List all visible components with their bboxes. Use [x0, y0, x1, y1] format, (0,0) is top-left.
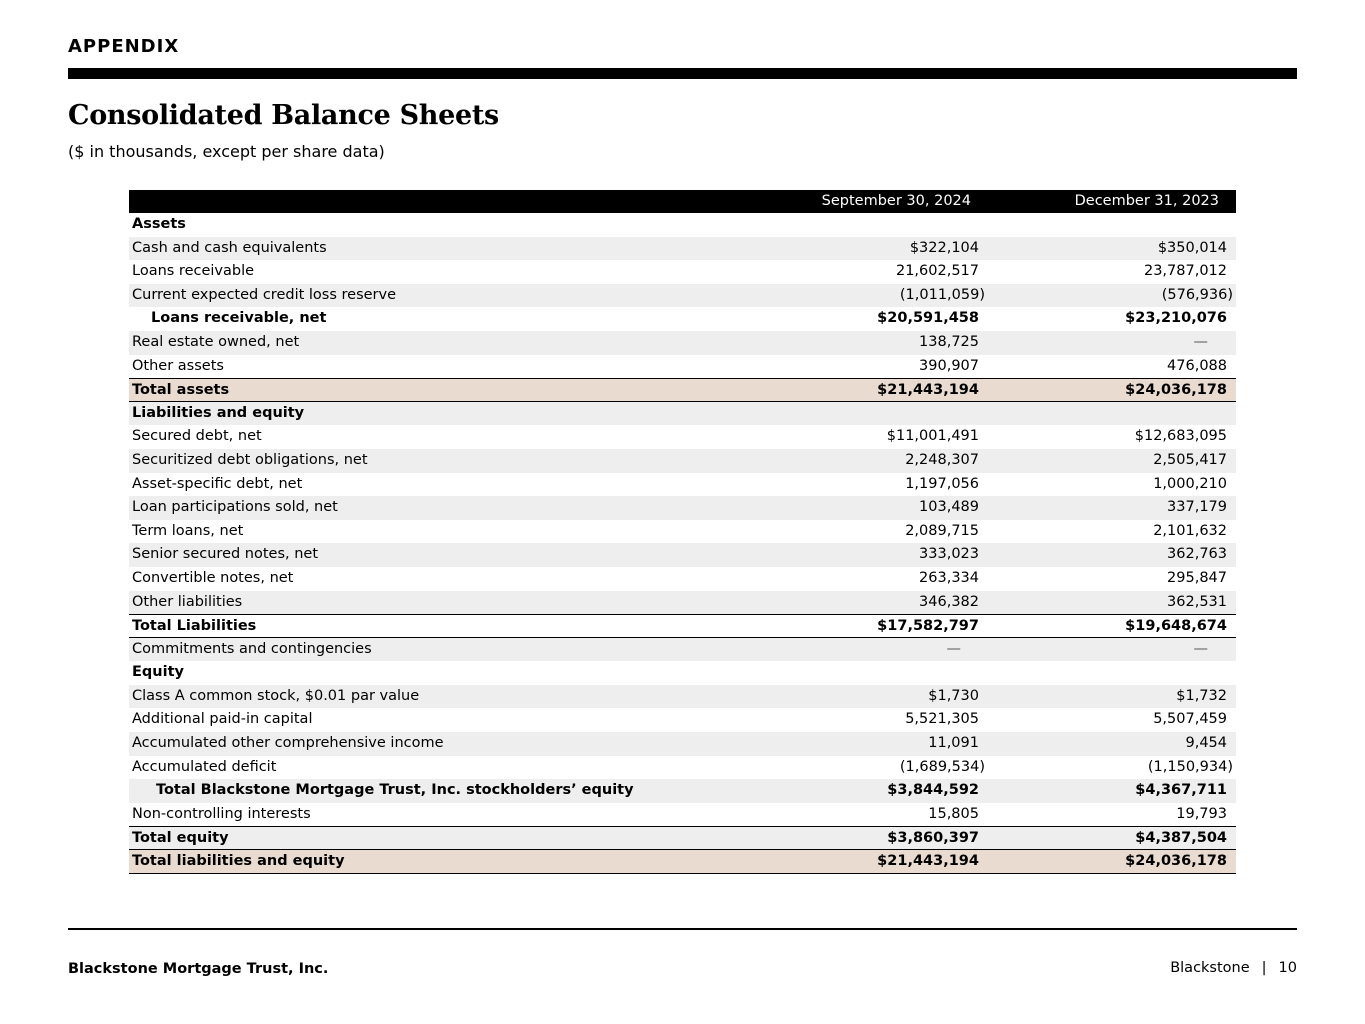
table-row — [129, 284, 1236, 308]
value-dec-2023: $24,036,178 — [1125, 382, 1227, 399]
value-sep-2024: 390,907 — [919, 357, 979, 374]
row-label: Real estate owned, net — [132, 333, 300, 350]
value-sep-2024: — — [946, 640, 961, 657]
value-dec-2023: $12,683,095 — [1134, 428, 1227, 445]
row-label: Asset-specific debt, net — [132, 475, 303, 492]
row-label: Senior secured notes, net — [132, 546, 319, 563]
table-row — [129, 520, 1236, 544]
row-label: Other assets — [132, 357, 224, 374]
table-row — [129, 449, 1236, 473]
value-sep-2024: $11,001,491 — [886, 428, 979, 445]
value-sep-2024: 5,521,305 — [905, 711, 979, 728]
subtotal-row — [129, 779, 1236, 803]
section-row-liabilities — [129, 402, 1236, 426]
value-sep-2024: $3,844,592 — [887, 782, 979, 799]
value-sep-2024: 346,382 — [919, 593, 979, 610]
table-row — [129, 355, 1236, 379]
section-row-assets — [129, 213, 1236, 237]
section-row-equity — [129, 661, 1236, 685]
value-dec-2023: 23,787,012 — [1143, 263, 1227, 280]
subtotal-row — [129, 307, 1236, 331]
value-sep-2024: $20,591,458 — [877, 310, 979, 327]
row-label: Current expected credit loss reserve — [132, 286, 397, 303]
table-row — [129, 567, 1236, 591]
table-header — [129, 190, 1236, 213]
value-sep-2024: $322,104 — [909, 239, 979, 256]
row-label: Loans receivable, net — [151, 310, 327, 327]
row-label: Accumulated other comprehensive income — [132, 735, 444, 752]
footer-separator: | — [1261, 960, 1267, 976]
row-label: Total Liabilities — [132, 618, 257, 635]
row-label: Total Blackstone Mortgage Trust, Inc. stockholders’ equity — [156, 782, 634, 799]
value-sep-2024: 2,089,715 — [905, 522, 979, 539]
row-label: Term loans, net — [132, 522, 244, 539]
row-label: Assets — [132, 216, 186, 232]
value-sep-2024: $21,443,194 — [877, 853, 979, 870]
column-header-sep-2024: September 30, 2024 — [821, 193, 971, 209]
table-row — [129, 543, 1236, 567]
table-row — [129, 756, 1236, 780]
footer-right — [1170, 960, 1297, 976]
value-sep-2024: 103,489 — [919, 499, 979, 516]
value-dec-2023: 9,454 — [1185, 735, 1227, 752]
value-dec-2023: $4,387,504 — [1135, 830, 1227, 847]
value-sep-2024: $21,443,194 — [877, 382, 979, 399]
page-title: Consolidated Balance Sheets — [68, 100, 499, 131]
table-row — [129, 425, 1236, 449]
footer-brand: Blackstone — [1170, 960, 1250, 976]
total-row — [129, 378, 1236, 402]
footer-company: Blackstone Mortgage Trust, Inc. — [68, 961, 329, 977]
table-row — [129, 237, 1236, 261]
value-dec-2023: 19,793 — [1176, 805, 1227, 822]
value-dec-2023: 362,763 — [1167, 546, 1227, 563]
table-row — [129, 685, 1236, 709]
row-label: Liabilities and equity — [132, 404, 305, 421]
total-row — [129, 614, 1236, 638]
row-label: Secured debt, net — [132, 428, 262, 445]
table-row — [129, 260, 1236, 284]
value-dec-2023: $19,648,674 — [1125, 618, 1227, 635]
value-dec-2023: 5,507,459 — [1153, 711, 1227, 728]
row-label: Other liabilities — [132, 593, 243, 610]
row-label: Cash and cash equivalents — [132, 239, 327, 256]
value-dec-2023: 337,179 — [1167, 499, 1227, 516]
value-sep-2024: $1,730 — [928, 687, 979, 704]
value-dec-2023: 295,847 — [1167, 569, 1227, 586]
value-dec-2023: — — [1193, 640, 1208, 657]
value-dec-2023: — — [1193, 333, 1208, 350]
value-sep-2024: 263,334 — [919, 569, 979, 586]
value-dec-2023: 2,101,632 — [1153, 522, 1227, 539]
value-sep-2024: 15,805 — [928, 805, 979, 822]
top-divider — [68, 68, 1297, 79]
row-label: Total equity — [132, 830, 229, 847]
page-number: 10 — [1278, 960, 1297, 976]
value-dec-2023: $1,732 — [1176, 687, 1227, 704]
value-dec-2023: $24,036,178 — [1125, 853, 1227, 870]
row-label: Total liabilities and equity — [132, 853, 345, 870]
value-sep-2024: 138,725 — [919, 333, 979, 350]
section-label: APPENDIX — [68, 36, 180, 57]
value-dec-2023: 476,088 — [1167, 357, 1227, 374]
table-row — [129, 473, 1236, 497]
value-dec-2023: (1,150,934) — [1147, 758, 1233, 775]
table-row — [129, 803, 1236, 827]
value-dec-2023: 2,505,417 — [1153, 451, 1227, 468]
value-dec-2023: 362,531 — [1167, 593, 1227, 610]
row-label: Loan participations sold, net — [132, 499, 338, 516]
table-row — [129, 331, 1236, 355]
footer-divider — [68, 928, 1297, 930]
value-sep-2024: 21,602,517 — [895, 263, 979, 280]
column-header-dec-2023: December 31, 2023 — [1074, 193, 1219, 209]
row-label: Convertible notes, net — [132, 569, 294, 586]
table-row — [129, 732, 1236, 756]
page-subtitle: ($ in thousands, except per share data) — [68, 142, 385, 161]
value-dec-2023: $350,014 — [1157, 239, 1227, 256]
row-label: Securitized debt obligations, net — [132, 451, 368, 468]
row-label: Loans receivable — [132, 263, 255, 280]
value-sep-2024: $3,860,397 — [887, 830, 979, 847]
value-sep-2024: 1,197,056 — [905, 475, 979, 492]
row-label: Total assets — [132, 382, 230, 399]
row-label: Equity — [132, 664, 184, 681]
value-dec-2023: (576,936) — [1161, 286, 1233, 303]
row-label: Commitments and contingencies — [132, 640, 372, 657]
row-label: Class A common stock, $0.01 par value — [132, 687, 420, 704]
row-label: Non-controlling interests — [132, 805, 311, 822]
value-sep-2024: (1,689,534) — [899, 758, 985, 775]
value-sep-2024: 2,248,307 — [905, 451, 979, 468]
row-label: Accumulated deficit — [132, 758, 277, 775]
value-sep-2024: $17,582,797 — [877, 618, 979, 635]
row-label: Additional paid-in capital — [132, 711, 313, 728]
value-dec-2023: $4,367,711 — [1135, 782, 1227, 799]
total-row — [129, 826, 1236, 850]
grand-total-row — [129, 850, 1236, 874]
table-row — [129, 591, 1236, 615]
value-sep-2024: (1,011,059) — [899, 286, 985, 303]
table-row — [129, 496, 1236, 520]
table-row — [129, 708, 1236, 732]
value-sep-2024: 333,023 — [919, 546, 979, 563]
value-dec-2023: $23,210,076 — [1125, 310, 1227, 327]
table-row — [129, 638, 1236, 662]
value-sep-2024: 11,091 — [928, 735, 979, 752]
balance-sheet-table — [129, 190, 1236, 874]
value-dec-2023: 1,000,210 — [1153, 475, 1227, 492]
